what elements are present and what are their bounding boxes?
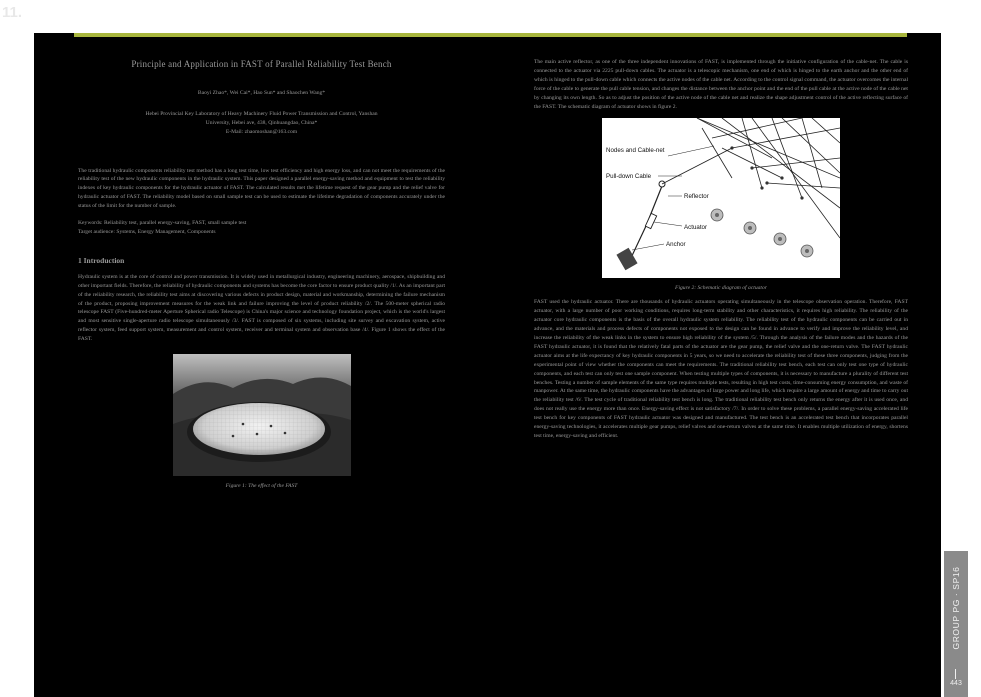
figure-2-caption: Figure 2: Schematic diagram of actuator xyxy=(675,285,767,292)
label-anchor: Anchor xyxy=(666,241,686,249)
affiliation-line-2: University, Hebei ave, 438, Qinhuangdao, China* xyxy=(205,119,318,126)
right-intro-text: The main active reflector, as one of the three independent innovations of FAST, is implemented through the initiative configuration of the cable-net. The cable is connected to the actuator via 2225 pull-down cables. The actuator is a telescopic mechanism, one end of which is hinged to the earth anchor and the other end of which is hinged to the pull-down cable which connects the active nodes of the cable net. According to the control signal command, the actuator overcomes the internal force of the cable to generate the pull cable tension, and changes the distance between the anchor point and the end of the pull cable at the active node of the cable net by changing its own length. So as to adjust the position of the active node of the cable net and realize the shape adjustment control of the active reflecting surface of the FAST. The schematic diagram of actuator shows in figure 2. xyxy=(534,59,908,110)
target-audience: Target audience: Systems, Energy Management, Components xyxy=(78,228,216,235)
figure-1-photo xyxy=(173,354,351,476)
figure-2-diagram xyxy=(602,118,840,278)
side-tab xyxy=(944,551,968,697)
email-line: E-Mail: zhaomoshan@163.com xyxy=(225,128,298,135)
paper-title: Principle and Application in FAST of Parallel Reliability Test Bench xyxy=(131,59,392,69)
paper-authors: Baoyi Zhao*, Wei Cai*, Hao Sun* and Shaochen Wang* xyxy=(197,89,326,96)
side-tab-divider xyxy=(955,669,956,679)
side-tab-label: GROUP PG · SP16 xyxy=(951,566,961,650)
right-column xyxy=(534,58,908,441)
label-nodes: Nodes and Cable-net xyxy=(606,147,665,155)
affiliation-line-1: Hebei Provincial Key Laboratory of Heavy Machinery Fluid Power Transmission and Control, Yanshan xyxy=(145,110,378,117)
label-reflector: Reflector xyxy=(684,193,709,201)
left-column xyxy=(78,58,445,491)
page-number: 443 xyxy=(950,680,962,687)
right-main-text: FAST used the hydraulic actuator. There are thousands of hydraulic actuators operating simultaneously in the telescope observation operation. Therefore, FAST actuator, with a large number of poor working conditions, requires long-term stability and other characteristics, it requires high reliability. The reliability of the actuator core hydraulic components is the basis of the overall hydraulic system reliability. The reliability test of the hydraulic components can be carried out in advance, and the materials and process defects of components not exposed to the design can be found in advance to verify and improve the reliability level, and increase the reliability of the weak links in the system to ensure high reliability of the system /5/. Through the analysis of the failure modes and the hazards of the FAST hydraulic actuator, it is found that the relatively fatal parts of the actuator are the gear pump, the relief valve and the one-return valve. The FAST hydraulic actuator aims at the life expectancy of key hydraulic components in 5 years, so we need to accelerate the reliability test of these three components, judging from the experimental point of view whether the components can meet the requirements. The traditional reliability test bench, each test can only test one type of hydraulic components, and each test can only test one sample component. When testing multiple types of components, it is necessary to manufacture a plurality of different test benches. Testing a number of sample elements of the same type requires multiple tests, resulting in high test costs, time-consuming energy consumption, and waste of manpower. At the same time, the hydraulic components have the advantages of large power and long life, which require a large amount of energy and time to carry out the reliability test /6/. The test cycle of traditional reliability test bench is long. The traditional reliability test bench only returns the energy after it is used once, and does not really use the energy more than once. Energy-saving effect is not satisfactory /7/. In order to solve these problems, a parallel energy-saving accelerated life test bench for key components of FAST hydraulic actuator was designed and manufactured. The test bench is an accelerated test bench that incorporates parallel energy-saving technologies, it accelerates multiple gear pumps, relief valves and one-return valves at the same time. It enables multiple utilization of energy, shortens test time, energy-saving and efficient. xyxy=(534,299,908,439)
label-actuator: Actuator xyxy=(684,224,708,232)
label-pull-down-cable: Pull-down Cable xyxy=(606,173,652,181)
accent-bar xyxy=(74,33,907,37)
keywords: Keywords: Reliability test, parallel energy-saving, FAST, small sample test xyxy=(78,220,247,227)
introduction-text: Hydraulic system is at the core of control and power transmission. It is widely used in metallurgical industry, engineering machinery, aerospace, shipbuilding and other important fields. Therefore, the reliability of hydraulic components and systems has become the core factor to ensure product quality /1/. As an important part of the reliability research, the reliability test aims at discovering various defects in product design, material and workmanship, determining the failure mechanism of the product, proposing improvement measures for the weak link and failure improving the level of product reliability /2/. The 500-meter spherical radio telescope FAST (Five-hundred-meter Aperture Spherical radio Telescope) is China's major science and technology foundation project, which is the world's largest and most sensitive single-aperture radio telescope simultaneously /3/. FAST is composed of six systems, including site survey and excavation system, active reflector system, feed support system, measurement and control system, receiver and terminal system and observation base /4/. Figure 1 shows the effect of the FAST. xyxy=(78,273,445,343)
figure-1-caption: Figure 1: The effect of the FAST xyxy=(225,483,298,490)
introduction-heading: 1 Introduction xyxy=(78,255,125,265)
abstract: The traditional hydraulic components reliability test method has a long test time, low test efficiency and high energy loss, and can not meet the requirements of the reliability test of the new hydraulic components in the hydraulic system. This paper designed a parallel energy-saving method and equipment to test the reliability indexes of key hydraulic components for the hydraulic actuator of FAST. The calculated results met the lifetime request of the gear pump and the relief valve for hydraulic actuator of FAST. The reliability model based on small sample test can be used to estimate the lifetime degradation of components accurately under the status of the limit for the number of sample. xyxy=(78,167,445,210)
section-number: 11. xyxy=(2,4,23,21)
